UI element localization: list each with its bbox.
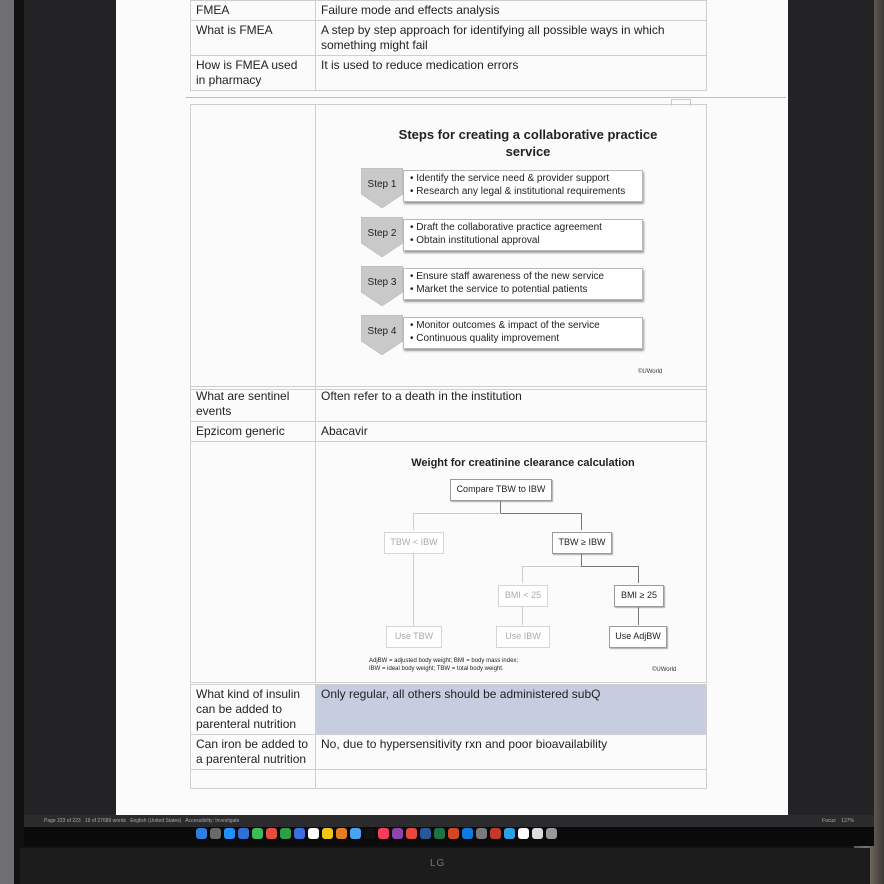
connector [501, 513, 581, 514]
connector [581, 566, 639, 567]
excel-icon[interactable] [434, 828, 445, 839]
step-label: Step 3 [367, 277, 397, 288]
music-icon[interactable] [378, 828, 389, 839]
step-bullet: Continuous quality improvement [416, 333, 560, 344]
legend-line: IBW = ideal body weight; TBW = total body weight. [369, 666, 504, 672]
qa-table-bottom [190, 684, 707, 789]
step-1 [361, 168, 661, 212]
accessibility-status[interactable]: Accessibility: Investigate [185, 818, 240, 824]
step-bullet: Obtain institutional approval [416, 235, 540, 246]
table-row [191, 685, 707, 735]
connector [522, 607, 523, 625]
use-ibw-node: Use IBW [496, 626, 550, 648]
crcl-copyright: ©UWorld [652, 667, 677, 673]
bmi-high-node: BMI ≥ 25 [614, 585, 664, 607]
qa-table-top [190, 0, 707, 91]
use-tbw-node: Use TBW [386, 626, 442, 648]
term-cell[interactable]: What are sentinel events [191, 387, 316, 422]
acrobat-icon[interactable] [490, 828, 501, 839]
mail-icon[interactable] [238, 828, 249, 839]
connector [638, 566, 639, 583]
root-node: Compare TBW to IBW [450, 479, 552, 501]
downloads-icon[interactable] [532, 828, 543, 839]
crcl-diagram-title: Weight for creatinine clearance calculation [411, 457, 635, 469]
document-page[interactable] [116, 0, 788, 815]
empty-term-cell[interactable] [191, 442, 316, 683]
crcl-legend [369, 657, 609, 673]
connector [500, 501, 501, 513]
step-bullets: • Draft the collaborative practice agreement • Obtain institutional approval [403, 219, 643, 251]
term-cell[interactable]: How is FMEA used in pharmacy [191, 56, 316, 91]
connector [581, 513, 582, 530]
step-bullets: • Identify the service need & provider support • Research any legal & institutional requirements [403, 170, 643, 202]
table-row [191, 21, 707, 56]
table-row [191, 770, 707, 789]
connector [638, 607, 639, 625]
dock [196, 825, 557, 843]
finder-icon[interactable] [196, 828, 207, 839]
preview-icon[interactable] [518, 828, 529, 839]
answer-cell[interactable]: Failure mode and effects analysis [316, 1, 707, 21]
answer-cell-selected[interactable]: Only regular, all others should be administered subQ [316, 685, 707, 735]
maps-icon[interactable] [350, 828, 361, 839]
tv-icon[interactable] [364, 828, 375, 839]
steps-diagram-title: Steps for creating a collaborative practice service [398, 127, 658, 159]
teams-icon[interactable] [504, 828, 515, 839]
step-bullet: Ensure staff awareness of the new service [416, 271, 604, 282]
connector [581, 554, 582, 566]
messages-icon[interactable] [252, 828, 263, 839]
word-count[interactable]: 19 of 27689 words [84, 818, 127, 824]
step-bullet: Monitor outcomes & impact of the service [416, 320, 600, 331]
facetime-icon[interactable] [280, 828, 291, 839]
powerpoint-icon[interactable] [448, 828, 459, 839]
table-row [191, 422, 707, 442]
answer-cell[interactable]: No, due to hypersensitivity rxn and poor bioavailability [316, 735, 707, 770]
step-label: Step 1 [367, 179, 397, 190]
safari-icon[interactable] [224, 828, 235, 839]
step-bullets: • Monitor outcomes & impact of the service • Continuous quality improvement [403, 317, 643, 349]
monitor-screen [24, 0, 874, 846]
answer-cell[interactable]: Abacavir [316, 422, 707, 442]
bmi-low-node: BMI < 25 [498, 585, 548, 607]
podcasts-icon[interactable] [392, 828, 403, 839]
step-bullet: Research any legal & institutional requirements [416, 186, 626, 197]
connector [522, 566, 582, 567]
right-branch-node: TBW ≥ IBW [552, 532, 612, 554]
term-cell[interactable]: What kind of insulin can be added to parenteral nutrition [191, 685, 316, 735]
status-right [822, 818, 854, 824]
table-row [191, 735, 707, 770]
empty-term-cell[interactable] [191, 770, 316, 789]
connector [522, 566, 523, 583]
reminders-icon[interactable] [336, 828, 347, 839]
term-cell[interactable]: FMEA [191, 1, 316, 21]
step-bullet: Market the service to potential patients [416, 284, 588, 295]
step-4 [361, 315, 661, 359]
connector [413, 554, 414, 626]
step-bullets: • Ensure staff awareness of the new service • Market the service to potential patients [403, 268, 643, 300]
answer-cell[interactable]: It is used to reduce medication errors [316, 56, 707, 91]
left-branch-node: TBW < IBW [384, 532, 444, 554]
connector [413, 513, 414, 530]
status-left [44, 818, 239, 824]
table-row [191, 387, 707, 422]
news-icon[interactable] [406, 828, 417, 839]
word-icon[interactable] [420, 828, 431, 839]
table-row [191, 56, 707, 91]
step-label: Step 4 [367, 326, 397, 337]
settings-icon[interactable] [476, 828, 487, 839]
step-bullet: Identify the service need & provider support [416, 173, 610, 184]
calendar-icon[interactable] [308, 828, 319, 839]
step-2 [361, 217, 661, 261]
zoom-icon[interactable] [294, 828, 305, 839]
empty-answer-cell[interactable] [316, 770, 707, 789]
term-cell[interactable]: What is FMEA [191, 21, 316, 56]
page-break-line [186, 97, 786, 98]
legend-line: AdjBW = adjusted body weight; BMI = body mass index; [369, 658, 519, 664]
term-cell[interactable]: Epzicom generic [191, 422, 316, 442]
step-bullet: Draft the collaborative practice agreement [416, 222, 602, 233]
monitor-brand-logo: LG [430, 858, 446, 869]
photos-icon[interactable] [266, 828, 277, 839]
use-adjbw-node: Use AdjBW [609, 626, 667, 648]
table-row [191, 1, 707, 21]
empty-term-cell[interactable] [191, 105, 316, 390]
app-store-icon[interactable] [462, 828, 473, 839]
step-label: Step 2 [367, 228, 397, 239]
focus-button[interactable]: Focus [822, 818, 836, 824]
page-count[interactable]: Page 223 of 223 [44, 818, 81, 824]
trash-icon[interactable] [546, 828, 557, 839]
answer-cell[interactable]: A step by step approach for identifying all possible ways in which something might fail [316, 21, 707, 56]
term-cell[interactable]: Can iron be added to a parenteral nutrition [191, 735, 316, 770]
steps-copyright: ©UWorld [638, 369, 663, 375]
step-3 [361, 266, 661, 310]
launchpad-icon[interactable] [210, 828, 221, 839]
answer-cell[interactable]: Often refer to a death in the institution [316, 387, 707, 422]
zoom-level[interactable]: 127% [841, 818, 854, 824]
connector [413, 513, 501, 514]
notes-icon[interactable] [322, 828, 333, 839]
language[interactable]: English (United States) [130, 818, 182, 824]
